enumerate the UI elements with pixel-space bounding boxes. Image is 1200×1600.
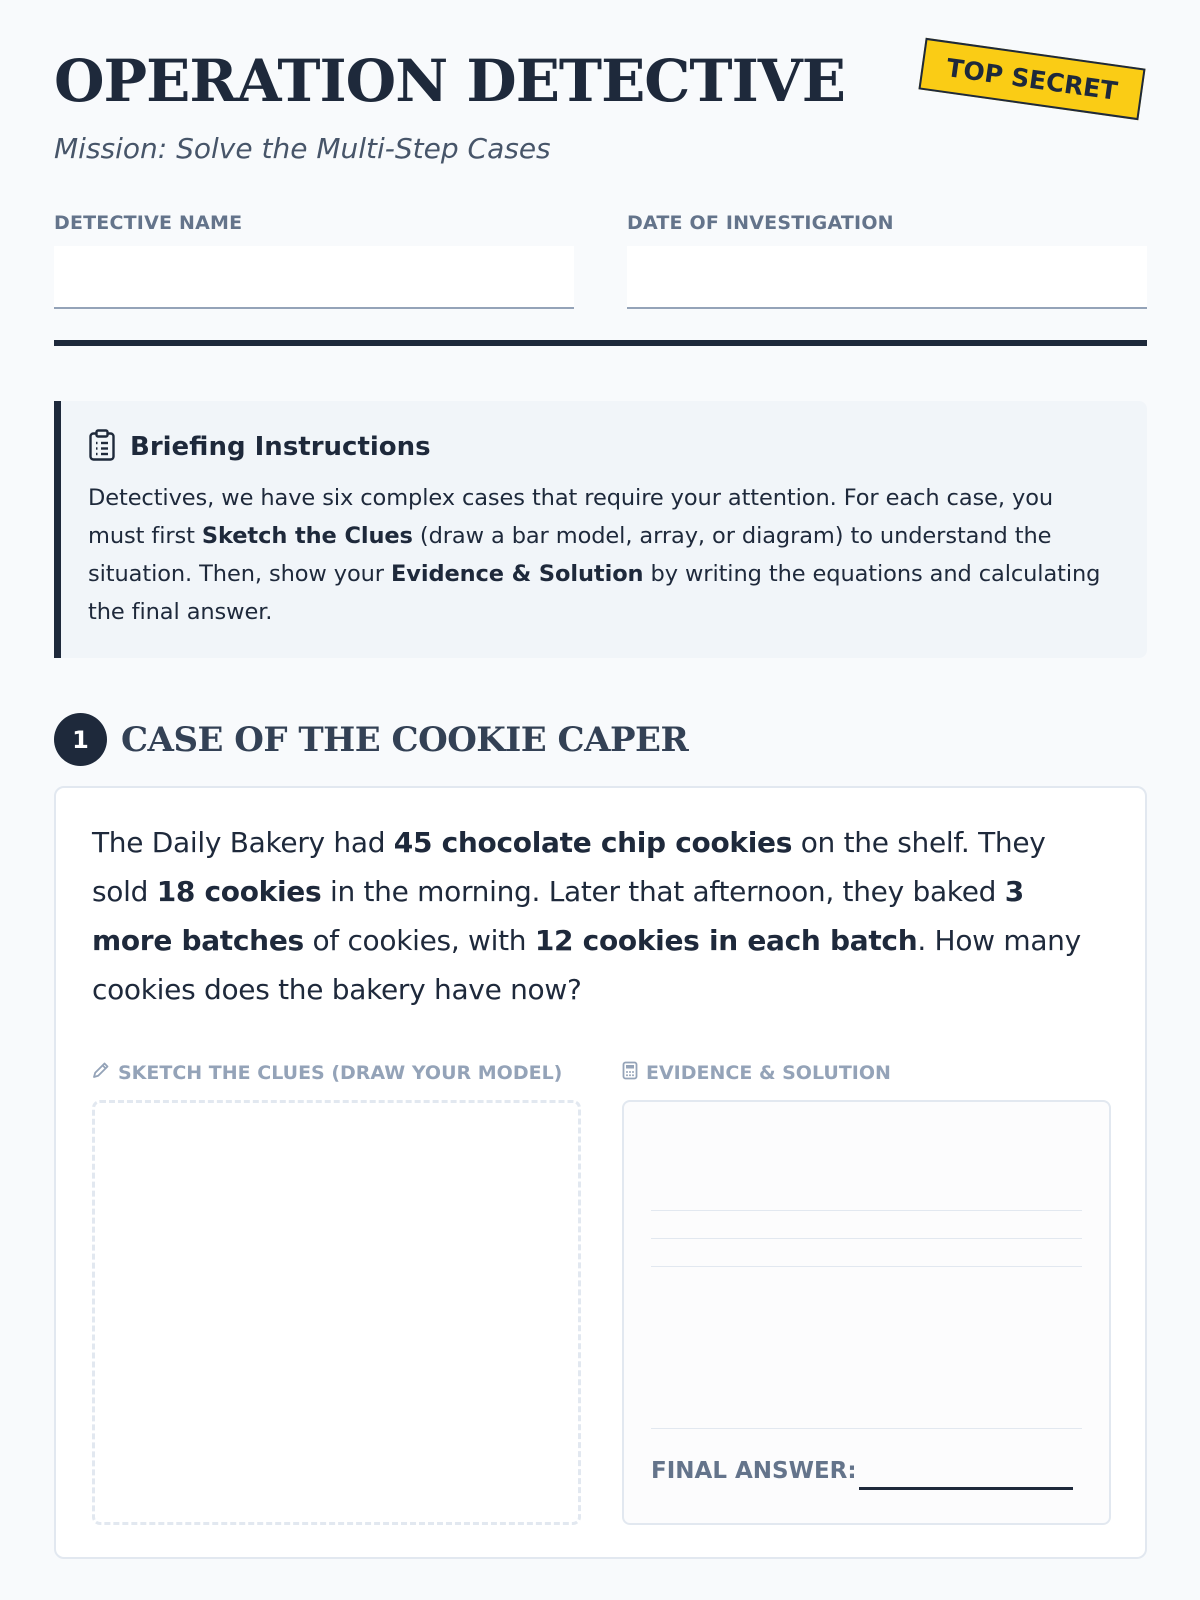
detective-name-label: DETECTIVE NAME — [54, 212, 243, 234]
problem-key-fact: 12 cookies in each batch — [534, 924, 918, 957]
final-answer-label: FINAL ANSWER: — [651, 1458, 857, 1484]
briefing-emphasis-sketch: Sketch the Clues — [201, 523, 413, 549]
investigation-date-label: DATE OF INVESTIGATION — [627, 212, 894, 234]
briefing-emphasis-evidence: Evidence & Solution — [391, 561, 644, 587]
sketch-label-text: SKETCH THE CLUES (DRAW YOUR MODEL) — [118, 1061, 563, 1084]
answer-line — [651, 1428, 1082, 1429]
problem-key-fact: 45 chocolate chip cookies — [393, 826, 793, 859]
page-subtitle: Mission: Solve the Multi-Step Cases — [54, 132, 551, 165]
case-1-card — [54, 786, 1147, 1559]
top-secret-stamp: TOP SECRET — [918, 38, 1145, 120]
evidence-writing-area[interactable] — [622, 1100, 1111, 1525]
problem-text-part: in the morning. Later that afternoon, they baked — [321, 875, 1005, 908]
evidence-label-text: EVIDENCE & SOLUTION — [646, 1062, 891, 1084]
final-answer-blank[interactable] — [859, 1487, 1073, 1490]
page-title: OPERATION DETECTIVE — [54, 47, 845, 115]
pencil-icon — [92, 1061, 110, 1084]
header-divider — [54, 340, 1147, 346]
briefing-text-part: (draw a bar model, array, or diagram) to understand the situation. Then, show your — [88, 523, 1052, 587]
evidence-section-label — [622, 1061, 891, 1085]
answer-line — [651, 1238, 1082, 1239]
briefing-title: Briefing Instructions — [130, 432, 431, 462]
detective-name-input[interactable] — [54, 246, 574, 309]
briefing-text-part: by writing the equations and calculating the final answer. — [88, 561, 1101, 625]
problem-key-fact: 3 more batches — [92, 875, 1024, 957]
sketch-drawing-area[interactable] — [92, 1100, 581, 1525]
investigation-date-field — [627, 212, 1147, 309]
answer-line — [651, 1210, 1082, 1211]
briefing-header — [88, 429, 1115, 465]
briefing-box — [54, 401, 1147, 658]
sketch-section-label — [92, 1061, 562, 1084]
briefing-text-part: Detectives, we have six complex cases that require your attention. For each case, you must first — [88, 485, 1054, 549]
problem-text-part: of cookies, with — [303, 924, 535, 957]
clipboard-icon — [88, 429, 116, 465]
briefing-text — [88, 479, 1115, 631]
worksheet-page — [54, 0, 1147, 1600]
problem-text-part: The Daily Bakery had — [92, 826, 394, 859]
case-title: CASE OF THE COOKIE CAPER — [121, 719, 689, 760]
case-number-badge: 1 — [54, 713, 107, 766]
detective-name-field — [54, 212, 574, 309]
problem-key-fact: 18 cookies — [156, 875, 322, 908]
investigation-date-input[interactable] — [627, 246, 1147, 309]
case-1-header — [54, 713, 688, 766]
answer-line — [651, 1266, 1082, 1267]
problem-text-part: on the shelf. They sold — [92, 826, 1046, 908]
problem-text-part: . How many cookies does the bakery have now? — [92, 924, 1081, 1006]
case-problem-text — [92, 818, 1107, 1014]
calculator-icon — [622, 1061, 638, 1085]
